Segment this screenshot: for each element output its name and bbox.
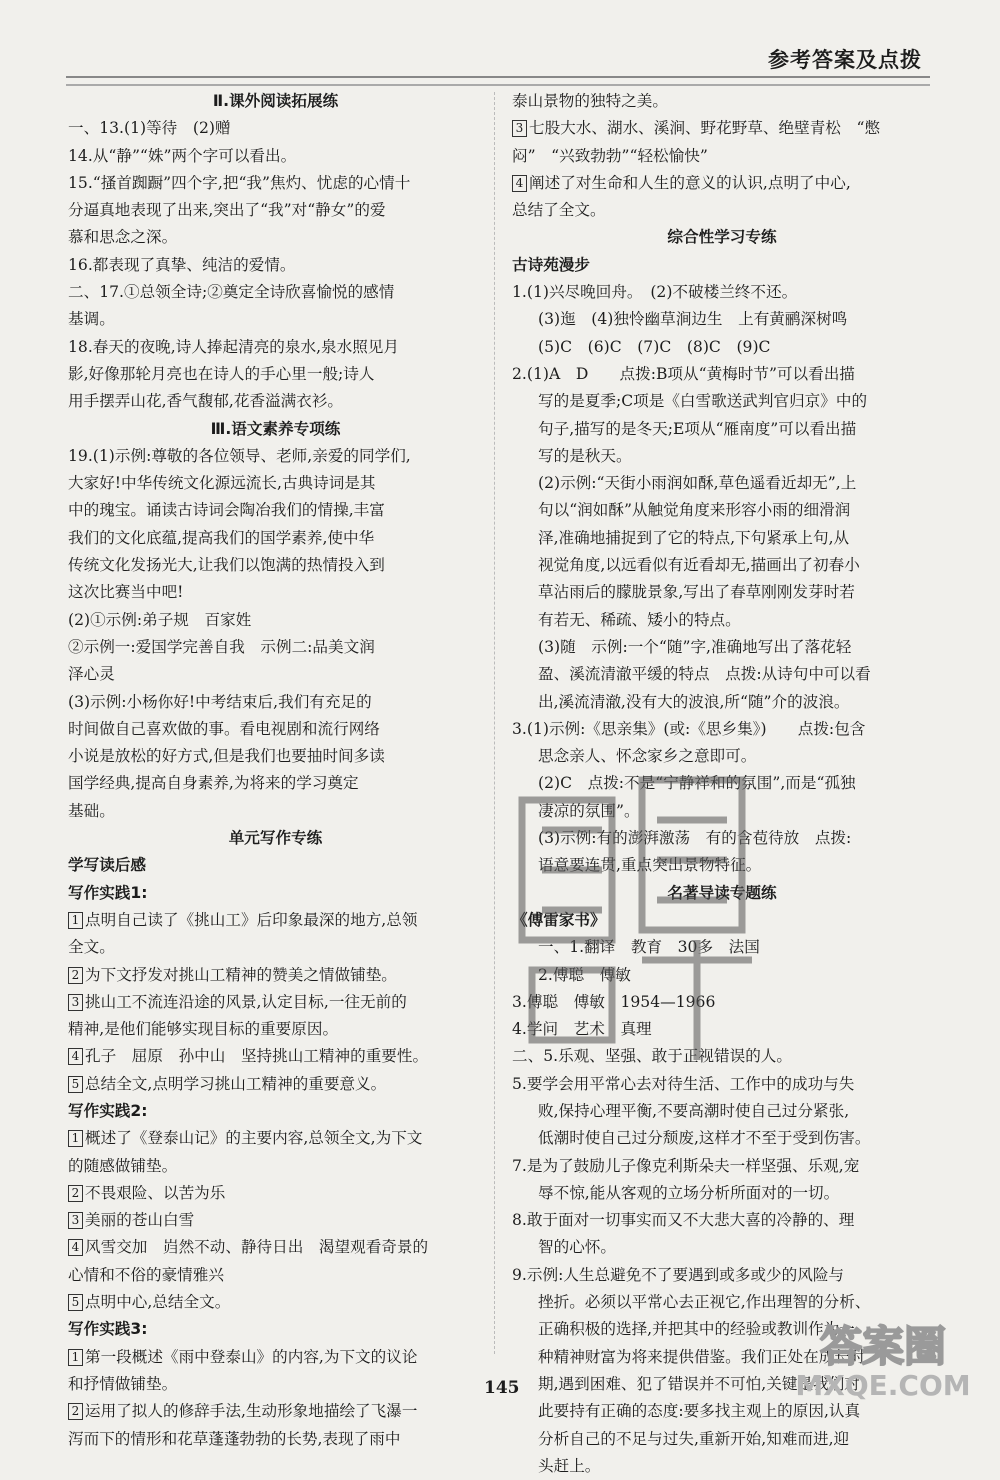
line-text: 运用了拟人的修辞手法,生动形象地描绘了飞瀑一 [85, 1402, 418, 1421]
text-line [512, 1426, 932, 1453]
line-text: 风雪交加 岿然不动、静待日出 渴望观看奇景的 [85, 1238, 429, 1257]
line-text: (3)示例:有的澎湃激荡 有的含苞待放 点拨: [538, 829, 852, 848]
boxed-number: 4 [68, 1239, 83, 1256]
line-text: 4.学问 艺术 真理 [512, 1020, 652, 1039]
text-line [512, 552, 932, 579]
line-text: 我们的文化底蕴,提高我们的国学素养,使中华 [68, 528, 375, 547]
text-line [512, 334, 932, 361]
text-line [68, 1180, 483, 1207]
line-text: 5.要学会用平常心去对待生活、工作中的成功与失 [512, 1074, 855, 1093]
boxed-number: 4 [512, 175, 527, 192]
line-text: 头赶上。 [538, 1456, 601, 1475]
line-text: 视觉角度,以远看似有近看却无,描画出了初春小 [538, 556, 860, 575]
line-text: ②示例一:爱国学完善自我 示例二:品美文润 [68, 637, 375, 656]
line-text: 凄凉的氛围”。 [538, 801, 640, 820]
text-line [512, 143, 932, 170]
boxed-number: 4 [68, 1048, 83, 1065]
column-divider [494, 92, 495, 1354]
line-text: 2.傅聪 傅敏 [538, 965, 631, 984]
line-text: 《傅雷家书》 [512, 910, 606, 929]
text-line [68, 197, 483, 224]
text-line [512, 470, 932, 497]
line-text: 出,溪流清澈,没有大的波浪,所“随”介的波浪。 [538, 692, 850, 711]
line-text: (3)示例:小杨你好!中考结束后,我们有充足的 [68, 692, 372, 711]
line-text: 大家好!中华传统文化源远流长,古典诗词是其 [68, 474, 376, 493]
boxed-number: 3 [68, 1212, 83, 1229]
line-text: Ⅱ.课外阅读拓展练 [212, 92, 339, 110]
text-line [68, 743, 483, 770]
text-line [512, 525, 932, 552]
line-text: 种精神财富为将来提供借鉴。我们正处在成长时 [538, 1347, 866, 1366]
line-text: 名著导读专题练 [667, 883, 777, 902]
page-number: 145 [484, 1378, 520, 1398]
text-line [68, 1234, 483, 1261]
text-line [512, 497, 932, 524]
line-text: 总结了全文。 [512, 201, 606, 220]
line-text: 7.是为了鼓励儿子像克利斯朵夫一样坚强、乐观,宠 [512, 1156, 860, 1175]
line-text: (2)①示例:弟子规 百家姓 [68, 610, 252, 629]
line-text: 基础。 [68, 801, 115, 820]
line-text: 3.(1)示例:《思亲集》(或:《思乡集》) 点拨:包含 [512, 719, 866, 738]
line-text: 时间做自己喜欢做的事。看电视剧和流行网络 [68, 719, 380, 738]
line-text: (3)迤 (4)独怜幽草涧边生 上有黄鹂深树鸣 [538, 310, 848, 329]
boxed-number: 3 [68, 994, 83, 1011]
text-line [68, 579, 483, 606]
line-text: 闷” “兴致勃勃”“轻松愉快” [512, 146, 708, 165]
line-text: Ⅲ.语文素养专项练 [210, 419, 341, 438]
text-line [68, 934, 483, 961]
line-text: 不畏艰险、以苦为乐 [85, 1183, 226, 1202]
text-line [68, 907, 483, 934]
svg-text:答案圈: 答案圈 [819, 1322, 947, 1371]
text-line [512, 279, 932, 306]
line-text: 写作实践1: [68, 883, 148, 902]
text-line [512, 306, 932, 333]
line-text: 挑山工不流连沿途的风景,认定目标,一往无前的 [85, 992, 407, 1011]
line-text: 七股大水、湖水、溪涧、野花野草、绝壁青松 “憋 [529, 119, 881, 138]
text-line [512, 170, 932, 197]
school-stamp [492, 740, 772, 1070]
line-text: 15.“搔首踟蹰”四个字,把“我”焦灼、忧虑的心情十 [68, 173, 411, 192]
text-line [68, 497, 483, 524]
boxed-number: 5 [68, 1076, 83, 1093]
line-text: 孔子 屈原 孙中山 坚持挑山工精神的重要性。 [85, 1047, 429, 1066]
line-text: 概述了《登泰山记》的主要内容,总领全文,为下文 [85, 1129, 423, 1148]
line-text: 败,保持心理平衡,不要高潮时使自己过分紧张, [538, 1101, 850, 1120]
line-text: 此要持有正确的态度:要多找主观上的原因,认真 [538, 1402, 861, 1421]
line-text: 泽,准确地捕捉到了它的特点,下句紧承上句,从 [538, 528, 850, 547]
line-text: 分逼真地表现了出来,突出了“我”对“静女”的爱 [68, 201, 386, 220]
text-line [68, 306, 483, 333]
text-line [512, 579, 932, 606]
subheading [68, 880, 483, 907]
text-line [68, 634, 483, 661]
text-line [68, 1398, 483, 1425]
text-line [68, 989, 483, 1016]
text-line [512, 361, 932, 388]
text-line [512, 1453, 932, 1480]
line-text: (2)示例:“天街小雨润如酥,草色遥看近却无”,上 [538, 474, 857, 493]
line-text: 影,好像那轮月亮也在诗人的手心里一般;诗人 [68, 364, 375, 383]
line-text: 一、1.翻译 教育 30多 法国 [538, 938, 760, 957]
boxed-number: 2 [68, 1403, 83, 1420]
line-text: 2.(1)A D 点拨:B项从“黄梅时节”可以看出描 [512, 364, 855, 383]
boxed-number: 2 [68, 1185, 83, 1202]
text-line [68, 1153, 483, 1180]
text-line [68, 1262, 483, 1289]
text-line [68, 552, 483, 579]
line-text: 低潮时使自己过分颓废,这样才不至于受到伤害。 [538, 1129, 871, 1148]
line-text: 1.(1)兴尽晚回舟。 (2)不破楼兰终不还。 [512, 283, 798, 302]
line-text: 一、13.(1)等待 (2)赠 [68, 119, 231, 138]
text-line [512, 1098, 932, 1125]
text-line [68, 224, 483, 251]
text-line [512, 388, 932, 415]
text-line [512, 607, 932, 634]
subheading [512, 252, 932, 279]
boxed-number: 3 [512, 120, 527, 137]
line-text: 正确积极的选择,并把其中的经验或教训作为一 [538, 1320, 855, 1339]
text-line [512, 1234, 932, 1261]
line-text: 写作实践3: [68, 1320, 148, 1339]
line-text: 语意要连贯,重点突出景物特征。 [538, 856, 762, 875]
line-text: (2)C 点拨:不是“宁静祥和的氛围”,而是“孤独 [538, 774, 856, 793]
line-text: 14.从“静”“姝”两个字可以看出。 [68, 146, 297, 165]
text-line [512, 1125, 932, 1152]
line-text: (3)随 示例:一个“随”字,准确地写出了落花轻 [538, 637, 852, 656]
text-line [68, 1344, 483, 1371]
text-line [68, 770, 483, 797]
line-text: 18.春天的夜晚,诗人捧起清亮的泉水,泉水照见月 [68, 337, 399, 356]
line-text: 美丽的苍山白雪 [85, 1211, 195, 1230]
text-line [68, 443, 483, 470]
line-text: 写的是秋天。 [538, 446, 632, 465]
text-line [512, 1262, 932, 1289]
line-text: 精神,是他们能够实现目标的重要原因。 [68, 1020, 339, 1039]
line-text: 3.傅聪 傅敏 1954—1966 [512, 992, 716, 1011]
left-column [68, 88, 483, 1453]
line-text: (5)C (6)C (7)C (8)C (9)C [538, 337, 771, 356]
line-text: 传统文化发扬光大,让我们以饱满的热情投入到 [68, 556, 385, 575]
line-text: 单元写作专练 [228, 829, 323, 848]
line-text: 学写读后感 [68, 856, 146, 875]
line-text: 泽心灵 [68, 665, 115, 684]
text-line [68, 525, 483, 552]
line-text: 8.敢于面对一切事实而又不大悲大喜的冷静的、理 [512, 1211, 855, 1230]
text-line [68, 361, 483, 388]
line-text: 为下文抒发对挑山工精神的赞美之情做铺垫。 [85, 965, 397, 984]
line-text: 第一段概述《雨中登泰山》的内容,为下文的议论 [85, 1347, 418, 1366]
line-text: 有若无、稀疏、矮小的特点。 [538, 610, 741, 629]
text-line [68, 661, 483, 688]
text-line [68, 1125, 483, 1152]
text-line [68, 170, 483, 197]
text-line [512, 1153, 932, 1180]
line-text: 心情和不俗的豪情雅兴 [68, 1265, 224, 1284]
line-text: 慕和思念之深。 [68, 228, 178, 247]
line-text: 国学经典,提高自身素养,为将来的学习奠定 [68, 774, 359, 793]
subheading [68, 852, 483, 879]
text-line [512, 1207, 932, 1234]
boxed-number: 1 [68, 912, 83, 929]
text-line [68, 607, 483, 634]
line-text: 二、17.①总领全诗;②奠定全诗欣喜愉悦的感情 [68, 283, 395, 302]
line-text: 分析自己的不足与过失,重新开始,知难而进,迎 [538, 1429, 850, 1448]
text-line [68, 334, 483, 361]
text-line [512, 88, 932, 115]
line-text: 16.都表现了真挚、纯洁的爱情。 [68, 255, 296, 274]
text-line [68, 1426, 483, 1453]
boxed-number: 2 [68, 967, 83, 984]
line-text: 基调。 [68, 310, 115, 329]
text-line [68, 1207, 483, 1234]
line-text: 和抒情做铺垫。 [68, 1374, 178, 1393]
line-text: 中的瑰宝。诵读古诗词会陶冶我们的情操,丰富 [68, 501, 385, 520]
text-line [68, 143, 483, 170]
line-text: 点明中心,总结全文。 [85, 1293, 231, 1312]
text-line [68, 1043, 483, 1070]
line-text: 泻而下的情形和花草蓬蓬勃勃的长势,表现了雨中 [68, 1429, 401, 1448]
line-text: 阐述了对生命和人生的意义的认识,点明了中心, [529, 173, 851, 192]
line-text: 全文。 [68, 938, 115, 957]
boxed-number: 1 [68, 1349, 83, 1366]
text-line [512, 197, 932, 224]
line-text: 的随感做铺垫。 [68, 1156, 178, 1175]
line-text: 古诗苑漫步 [512, 255, 590, 274]
text-line [512, 1180, 932, 1207]
text-line [68, 388, 483, 415]
text-line [512, 689, 932, 716]
text-line [68, 689, 483, 716]
text-line [512, 1398, 932, 1425]
line-text: 写的是夏季;C项是《白雪歌送武判官归京》中的 [538, 392, 868, 411]
line-text: 挫折。必须以平常心去正视它,作出理智的分析、 [538, 1293, 871, 1312]
line-text: 二、5.乐观、坚强、敢于正视错误的人。 [512, 1047, 792, 1066]
text-line [68, 1289, 483, 1316]
line-text: 智的心怀。 [538, 1238, 616, 1257]
text-line [68, 470, 483, 497]
line-text: 辱不惊,能从客观的立场分析所面对的一切。 [538, 1183, 840, 1202]
text-line [68, 1071, 483, 1098]
line-text: 草沾雨后的朦胧景象,写出了春草刚刚发芽时若 [538, 583, 855, 602]
section-heading [68, 416, 483, 443]
text-line [512, 416, 932, 443]
watermark-logo [778, 1313, 988, 1401]
line-text: 句以“润如酥”从触觉角度来形容小雨的细滑润 [538, 501, 851, 520]
text-line [512, 634, 932, 661]
line-text: 总结全文,点明学习挑山工精神的重要意义。 [85, 1074, 387, 1093]
boxed-number: 1 [68, 1130, 83, 1147]
text-line [512, 661, 932, 688]
text-line [512, 1071, 932, 1098]
text-line [68, 1016, 483, 1043]
line-text: 盈、溪流清澈平缓的特点 点拨:从诗句中可以看 [538, 665, 871, 684]
boxed-number: 5 [68, 1294, 83, 1311]
line-text: 写作实践2: [68, 1101, 148, 1120]
text-line [68, 279, 483, 306]
text-line [68, 798, 483, 825]
subheading [68, 1316, 483, 1343]
section-heading [512, 224, 932, 251]
text-line [68, 962, 483, 989]
line-text: 综合性学习专练 [667, 228, 777, 247]
line-text: 泰山景物的独特之美。 [512, 92, 668, 110]
line-text: 思念亲人、怀念家乡之意即可。 [538, 747, 757, 766]
line-text: 小说是放松的好方式,但是我们也要抽时间多读 [68, 747, 385, 766]
line-text: 点明自己读了《挑山工》后印象最深的地方,总领 [85, 910, 418, 929]
line-text: 9.示例:人生总避免不了要遇到或多或少的风险与 [512, 1265, 845, 1284]
text-line [68, 115, 483, 142]
text-line [512, 443, 932, 470]
line-text: 期,遇到困难、犯了错误并不可怕,关键是我们对 [538, 1374, 860, 1393]
section-heading [68, 825, 483, 852]
text-line [512, 115, 932, 142]
section-heading [68, 88, 483, 115]
running-header: 参考答案及点拨 [768, 48, 922, 72]
header-rule [66, 76, 930, 86]
text-line [68, 252, 483, 279]
line-text: 句子,描写的是冬天;E项从“雁南度”可以看出描 [538, 419, 857, 438]
text-line [68, 1371, 483, 1398]
line-text: 这次比赛当中吧! [68, 583, 184, 602]
subheading [68, 1098, 483, 1125]
line-text: 19.(1)示例:尊敬的各位领导、老师,亲爱的同学们, [68, 446, 411, 465]
text-line [68, 716, 483, 743]
line-text: 用手摆弄山花,香气馥郁,花香溢满衣衫。 [68, 392, 344, 411]
svg-text:MXQE.COM: MXQE.COM [795, 1369, 971, 1401]
